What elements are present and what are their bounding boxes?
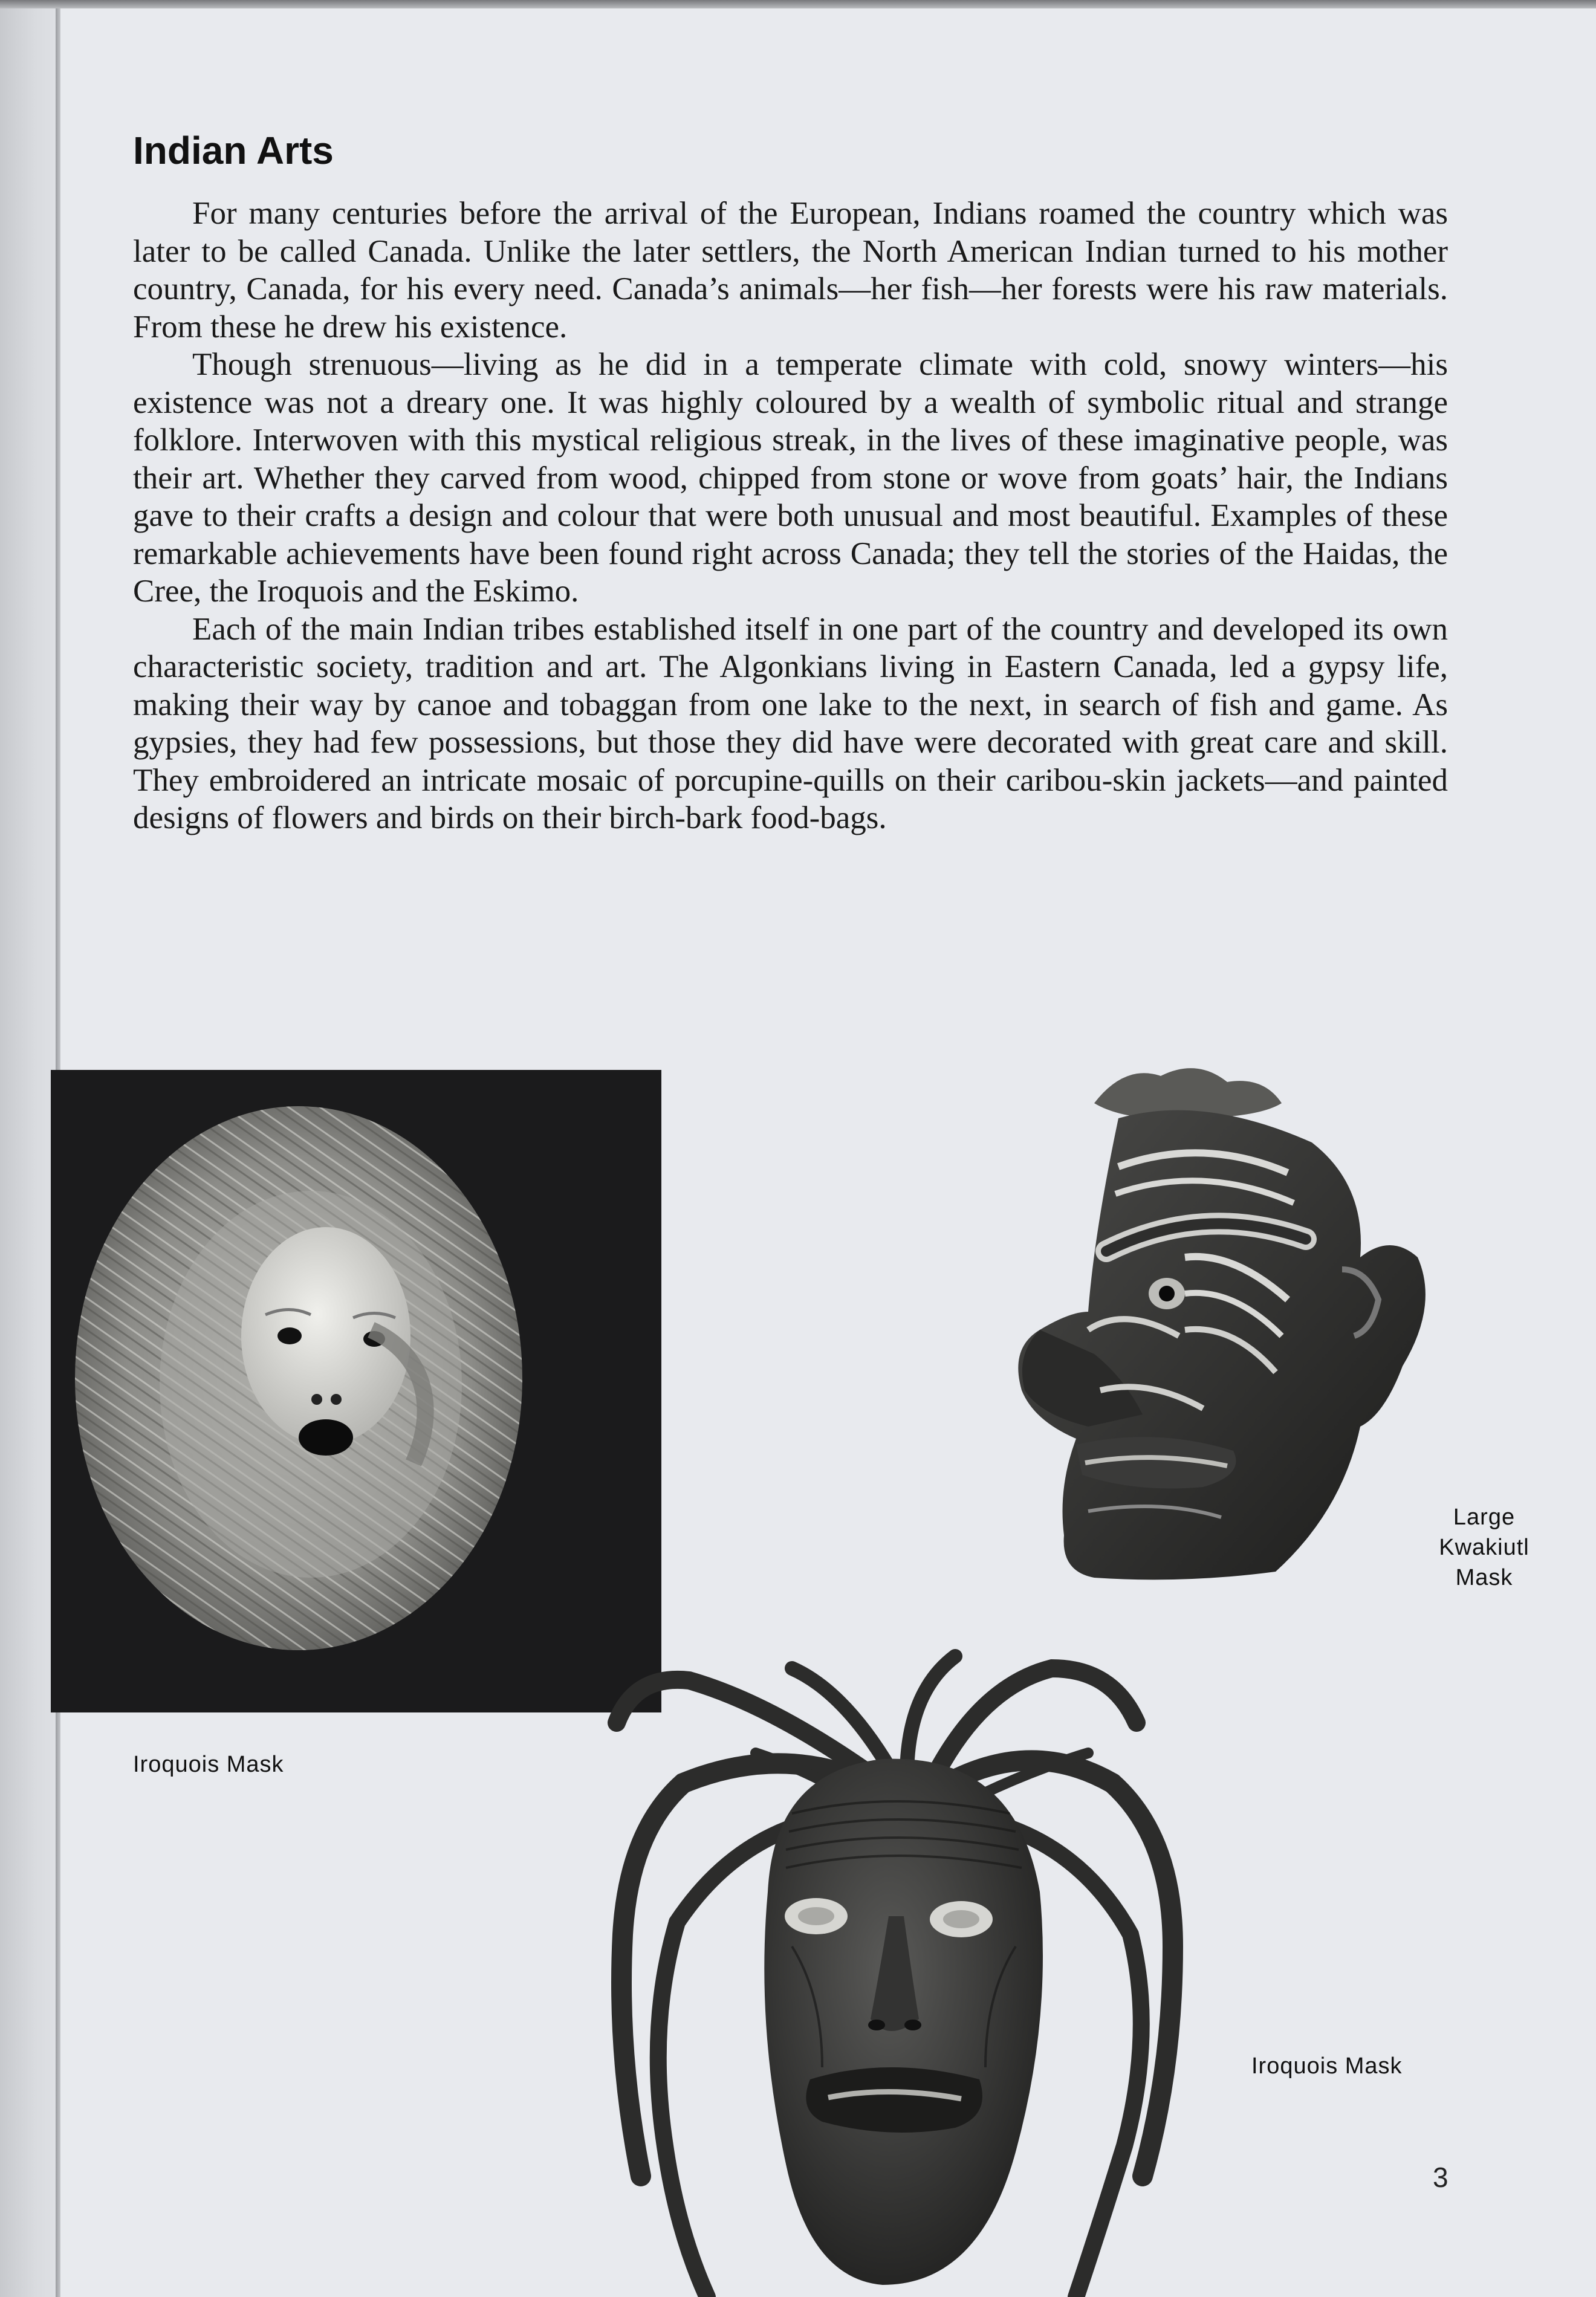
caption-iroquois-mask-left: Iroquois Mask <box>133 1752 284 1777</box>
caption-kwakiutl-line-3: Mask <box>1455 1565 1513 1590</box>
page-number: 3 <box>1433 2162 1448 2193</box>
paragraph-1: For many centuries before the arrival of the European, Indians roamed the country which was later to be called Canada. Unlike the later settlers, the North American Indian turned to his mother country, Canada, for his every need. Canada’s animals—her fish—her forests were his raw materials. From these he drew his existence. <box>133 196 1448 345</box>
body-text <box>133 195 1448 837</box>
iroquois-hair-mask-photo <box>592 1632 1227 2297</box>
caption-kwakiutl-line-1: Large <box>1453 1505 1516 1530</box>
paragraph-2: Though strenuous—living as he did in a temperate climate with cold, snowy winters—his existence was not a dreary one. It was highly coloured by a wealth of symbolic ritual and strange folklore. Interwoven with this mystical religious streak, in the lives of these imaginative people, was their art. Whether they carved from wood, chipped from stone or wove from goats’ hair, the Indians gave to their crafts a design and colour that were both unusual and most beautiful. Examples of these remarkable achievements have been found right across Canada; they tell the stories of the Haidas, the Cree, the Iroquois and the Eskimo. <box>133 347 1448 609</box>
caption-kwakiutl-mask <box>1418 1502 1551 1593</box>
caption-kwakiutl-line-2: Kwakiutl <box>1439 1535 1529 1560</box>
caption-iroquois-mask-bottom: Iroquois Mask <box>1251 2053 1403 2079</box>
page-top-edge <box>0 0 1596 8</box>
paragraph-3: Each of the main Indian tribes established itself in one part of the country and developed its own characteristic society, tradition and art. The Algonkians living in Eastern Canada, led a gypsy life, making their way by canoe and tobaggan from one lake to the next, in search of fish and game. As gypsies, they had few possessions, but those they did have were decorated with great care and skill. They embroidered an intricate mosaic of porcupine-quills on their caribou-skin jackets—and painted designs of flowers and birds on their birch-bark food-bags. <box>133 611 1448 835</box>
iroquois-husk-mask-photo <box>51 1070 661 1712</box>
page-title: Indian Arts <box>133 129 334 172</box>
kwakiutl-mask-photo <box>1004 1052 1463 1584</box>
